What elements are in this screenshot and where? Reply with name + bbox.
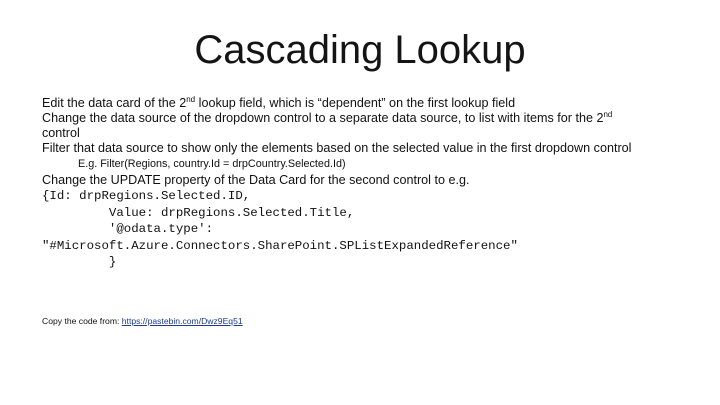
text: Change the data source of the dropdown control to a separate data source, to list with items for the 2	[42, 111, 604, 125]
slide-body	[42, 96, 682, 271]
code-line: '@odata.type':	[42, 222, 214, 236]
bullet-change-update-property: Change the UPDATE property of the Data Card for the second control to e.g.	[42, 173, 470, 187]
example-filter: E.g. Filter(Regions, country.Id = drpCountry.Selected.Id)	[78, 158, 346, 170]
footer-label: Copy the code from:	[42, 316, 122, 326]
text: Edit the data card of the 2	[42, 96, 187, 110]
bullet-change-data-source	[42, 111, 682, 141]
code-line: "#Microsoft.Azure.Connectors.SharePoint.SPListExpandedReference"	[42, 238, 518, 253]
text: lookup field, which is “dependent” on the first lookup field	[195, 96, 516, 110]
bullet-filter-data-source: Filter that data source to show only the elements based on the selected value in the first dropdown control	[42, 141, 632, 155]
superscript: nd	[186, 94, 196, 104]
superscript: nd	[603, 109, 613, 119]
text: control	[42, 126, 80, 140]
code-line: Value: drpRegions.Selected.Title,	[42, 205, 355, 220]
bullet-edit-data-card	[42, 96, 682, 111]
footer-note	[42, 316, 243, 326]
pastebin-link[interactable]: https://pastebin.com/Dwz9Eq51	[121, 316, 243, 326]
code-line: {Id: drpRegions.Selected.ID,	[42, 189, 251, 203]
slide-title: Cascading Lookup	[194, 28, 526, 72]
code-line: }	[42, 255, 117, 269]
